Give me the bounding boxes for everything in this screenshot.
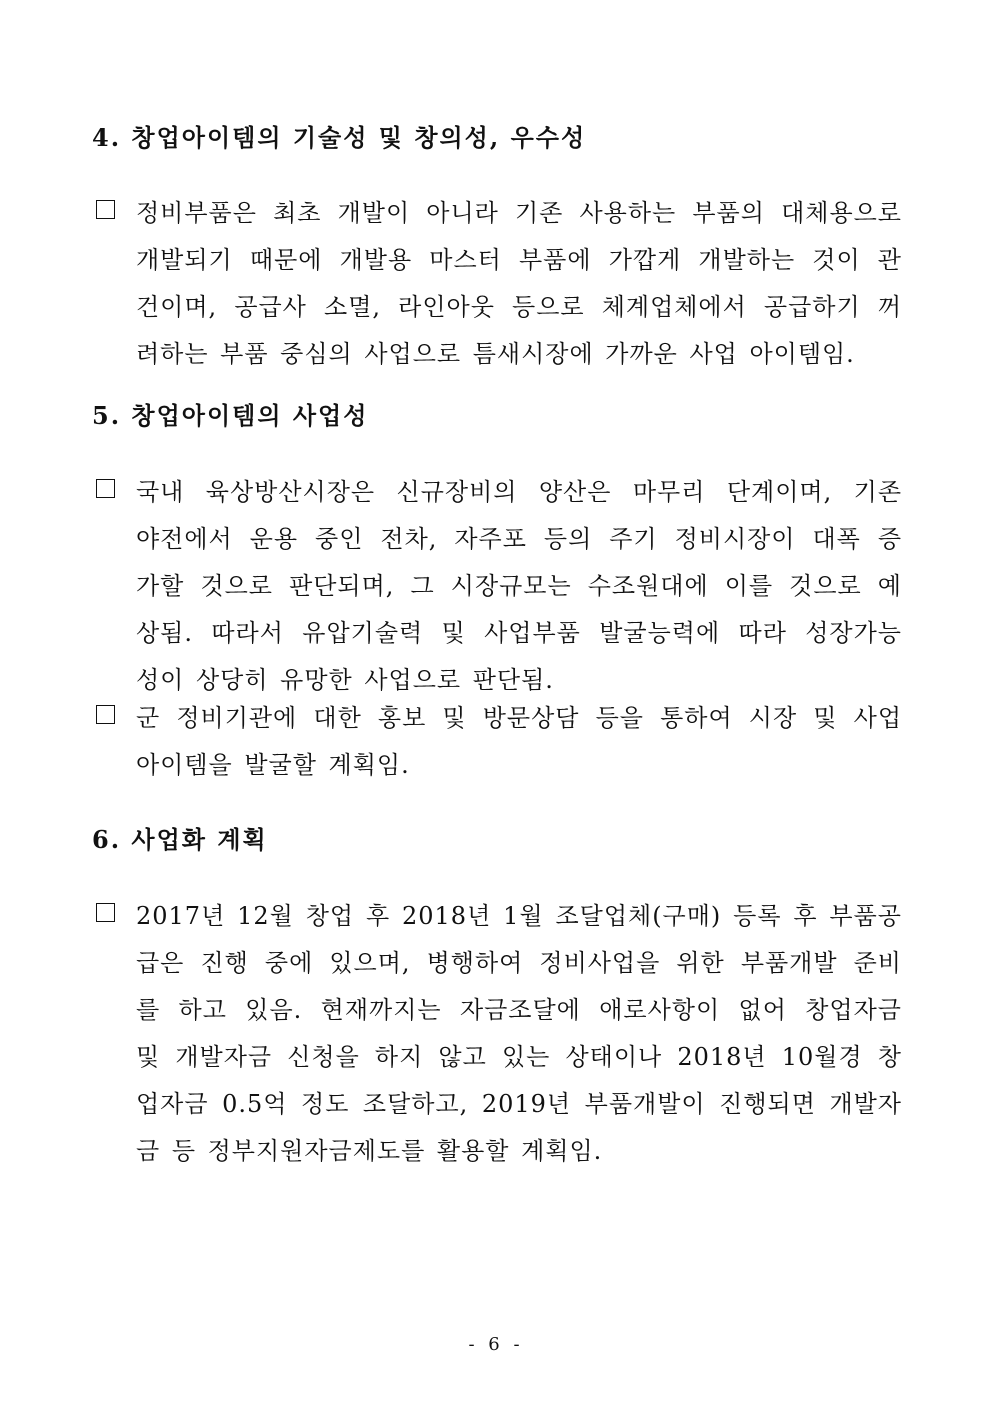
section-5-item-1 <box>92 469 902 704</box>
text-line: 상됨. 따라서 유압기술력 및 사업부품 발굴능력에 따라 성장가능 <box>136 619 902 647</box>
checkbox-icon <box>96 705 115 724</box>
checkbox-icon <box>96 903 115 922</box>
section-6-heading: 6. 사업화 계획 <box>92 825 268 854</box>
section-6-item-1 <box>92 893 902 1175</box>
section-5-heading: 5. 창업아이템의 사업성 <box>92 401 369 430</box>
text-line: 업자금 0.5억 정도 조달하고, 2019년 부품개발이 진행되면 개발자 <box>136 1090 902 1118</box>
text-line: 성이 상당히 유망한 사업으로 판단됨. <box>136 666 554 694</box>
checkbox-icon <box>96 200 115 219</box>
text-line: 가할 것으로 판단되며, 그 시장규모는 수조원대에 이를 것으로 예 <box>136 572 902 600</box>
text-line: 금 등 정부지원자금제도를 활용할 계획임. <box>136 1137 603 1165</box>
text-line: 및 개발자금 신청을 하지 않고 있는 상태이나 2018년 10월경 창 <box>136 1043 902 1071</box>
text-line: 정비부품은 최초 개발이 아니라 기존 사용하는 부품의 대체용으로 <box>136 199 902 227</box>
text-line: 급은 진행 중에 있으며, 병행하여 정비사업을 위한 부품개발 준비 <box>136 949 902 977</box>
page-number: - 6 - <box>468 1334 524 1355</box>
section-5-item-2 <box>92 695 902 789</box>
text-line: 국내 육상방산시장은 신규장비의 양산은 마무리 단계이며, 기존 <box>136 478 902 506</box>
text-line: 아이템을 발굴할 계획임. <box>136 751 410 779</box>
text-line: 건이며, 공급사 소멸, 라인아웃 등으로 체계업체에서 공급하기 꺼 <box>136 293 902 321</box>
text-line: 야전에서 운용 중인 전차, 자주포 등의 주기 정비시장이 대폭 증 <box>136 525 902 553</box>
text-line: 려하는 부품 중심의 사업으로 틈새시장에 가까운 사업 아이템임. <box>136 340 855 368</box>
paragraph <box>136 469 902 704</box>
text-line: 군 정비기관에 대한 홍보 및 방문상담 등을 통하여 시장 및 사업 <box>136 704 902 732</box>
text-line: 개발되기 때문에 개발용 마스터 부품에 가깝게 개발하는 것이 관 <box>136 246 902 274</box>
text-line: 2017년 12월 창업 후 2018년 1월 조달업체(구매) 등록 후 부품공 <box>136 902 902 930</box>
paragraph <box>136 893 902 1175</box>
text-line: 를 하고 있음. 현재까지는 자금조달에 애로사항이 없어 창업자금 <box>136 996 902 1024</box>
paragraph <box>136 190 902 378</box>
section-4-heading: 4. 창업아이템의 기술성 및 창의성, 우수성 <box>92 123 587 152</box>
section-4-item-1 <box>92 190 902 378</box>
paragraph <box>136 695 902 789</box>
checkbox-icon <box>96 479 115 498</box>
